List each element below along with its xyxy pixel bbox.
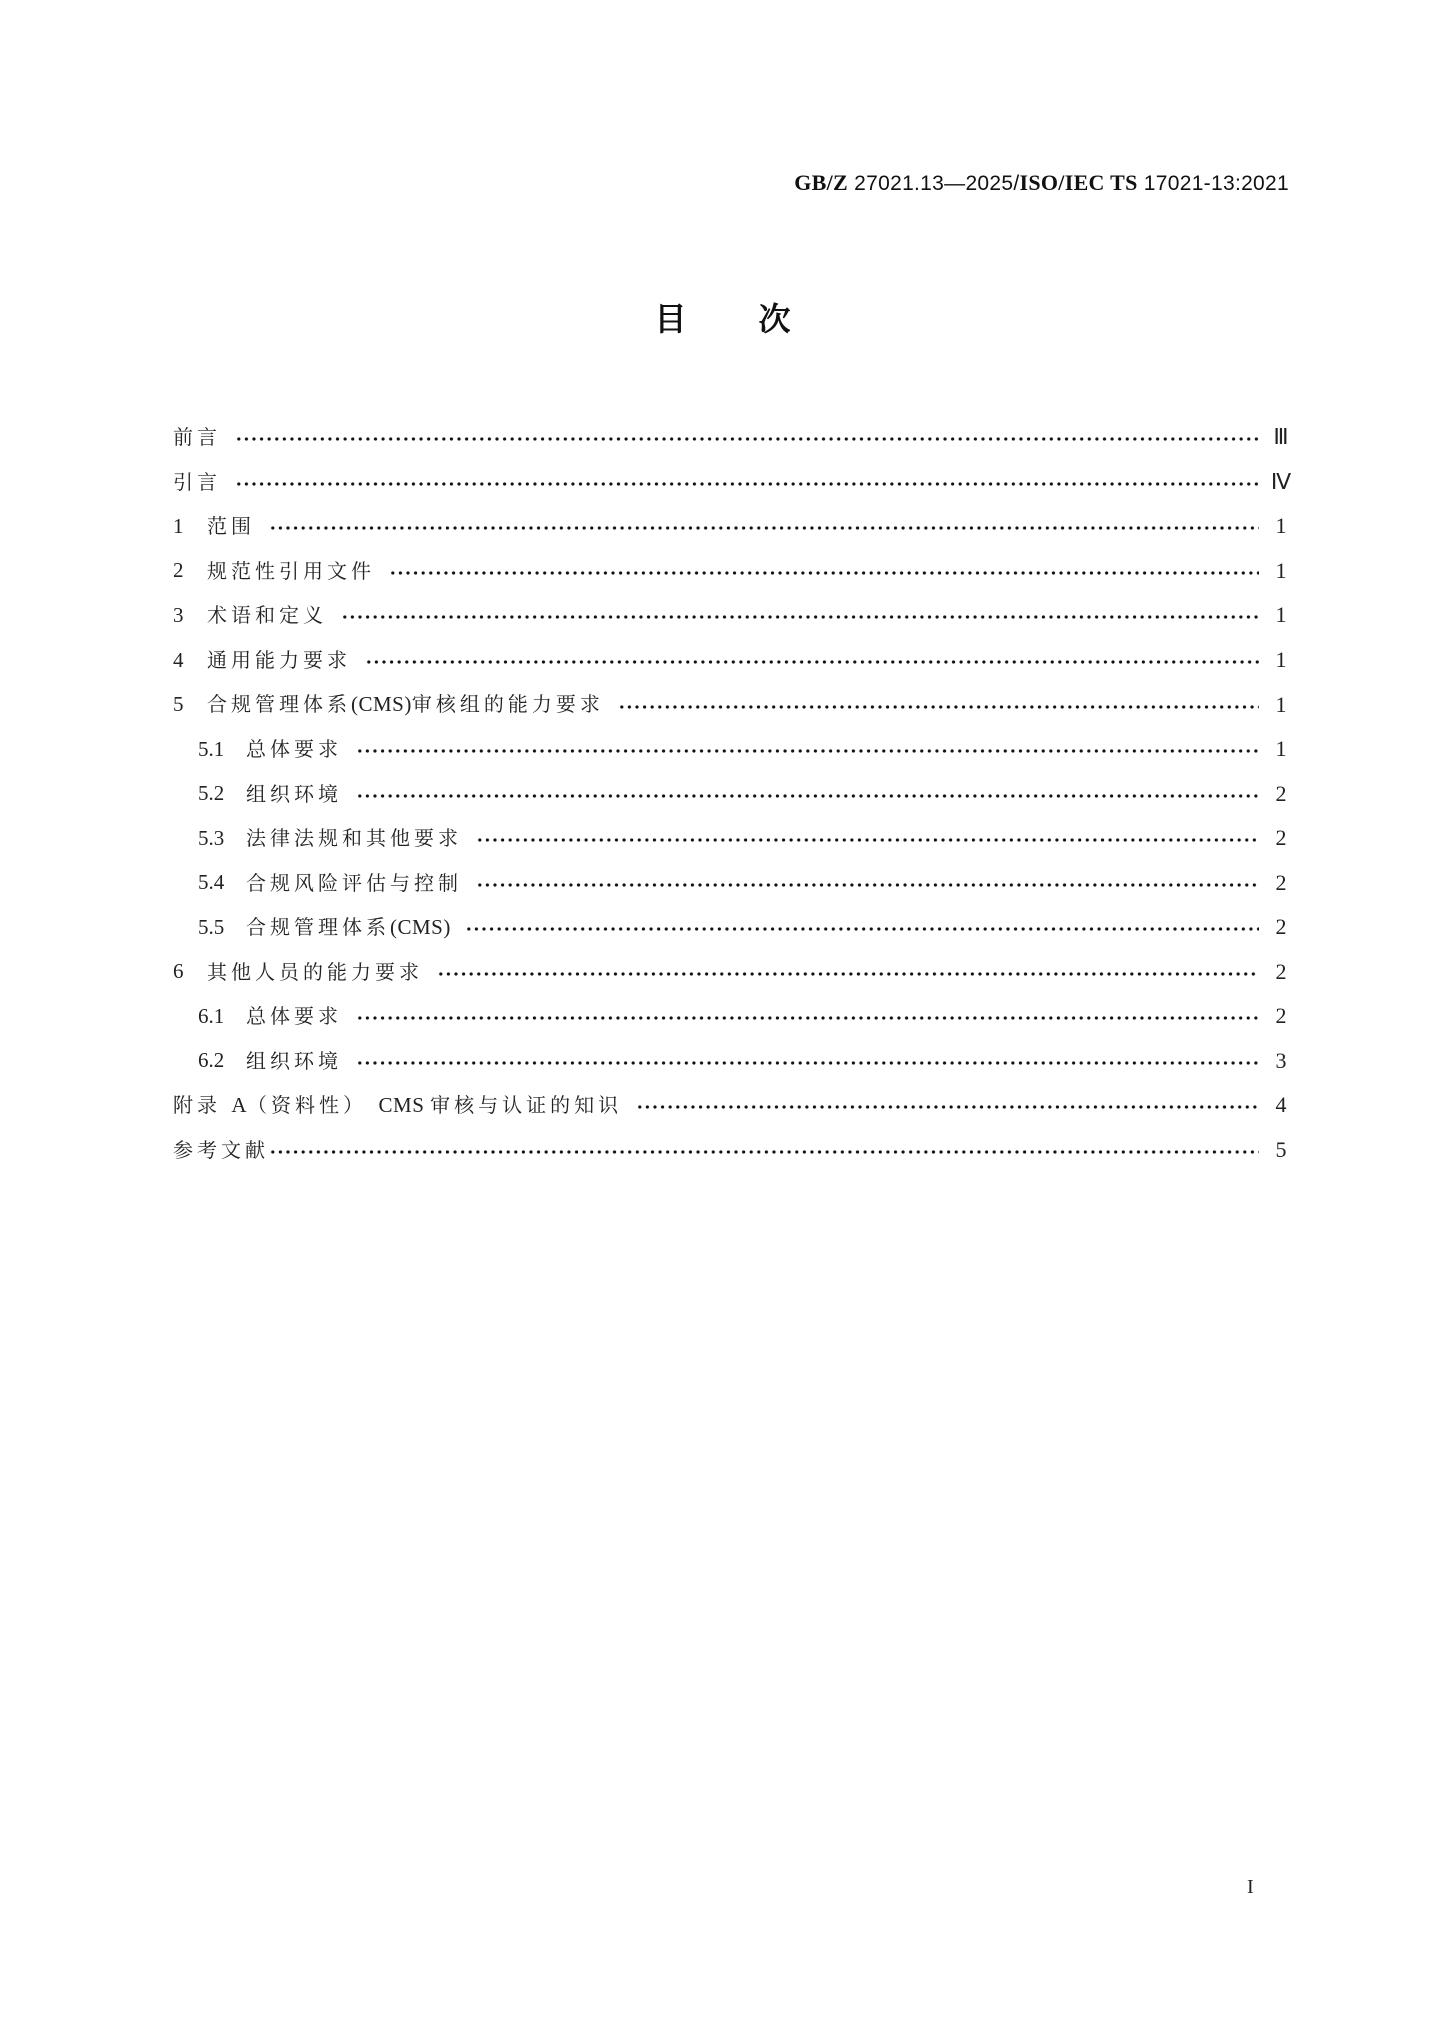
- label-part: （资料性）: [247, 1092, 368, 1117]
- toc-entry-label: [246, 914, 451, 939]
- toc-entry-annex-a[interactable]: [173, 1083, 1293, 1128]
- toc-entry-5-2[interactable]: [173, 771, 1293, 816]
- toc-entry-number: 5.3: [198, 825, 225, 850]
- toc-entry-page: 2: [1275, 825, 1287, 851]
- toc-entry-number: 5.1: [198, 736, 225, 761]
- toc-entry-introduction[interactable]: [173, 460, 1293, 505]
- dot-leader: [476, 882, 1259, 888]
- toc-entry-number: 5: [173, 692, 184, 717]
- standard-code-iso: ISO/IEC TS: [1019, 170, 1138, 195]
- dot-leader: [269, 525, 1259, 531]
- label-part: 合规管理体系: [246, 914, 390, 939]
- toc-entry-number: 5.5: [198, 914, 225, 939]
- toc-entry-label: 规范性引用文件: [207, 558, 375, 583]
- label-abbrev: (CMS): [390, 914, 451, 939]
- toc-entry-6-2[interactable]: [173, 1039, 1293, 1084]
- toc-entry-label: 术语和定义: [207, 603, 327, 628]
- standard-code-header: [794, 170, 1289, 196]
- label-part: 附录: [173, 1092, 232, 1117]
- toc-entry-page: 3: [1275, 1047, 1287, 1073]
- toc-entry-page: 1: [1275, 647, 1287, 672]
- toc-entry-4[interactable]: [173, 638, 1293, 683]
- dot-leader: [636, 1104, 1259, 1110]
- toc-entry-number: 3: [173, 602, 184, 627]
- toc-entry-number: 6: [173, 959, 184, 984]
- toc-entry-page: Ⅲ: [1273, 424, 1289, 450]
- toc-entry-2[interactable]: [173, 549, 1293, 594]
- page-title: [0, 294, 1445, 340]
- toc-entry-page: 2: [1275, 780, 1287, 806]
- toc-entry-label: 范围: [207, 514, 255, 539]
- toc-entry-label: 引言: [173, 469, 221, 494]
- title-char-1: 目: [654, 300, 687, 338]
- label-part: 审核与认证的知识: [430, 1092, 623, 1117]
- standard-code-prefix: GB/Z: [794, 170, 849, 195]
- toc-entry-6-1[interactable]: [173, 994, 1293, 1039]
- standard-code-middle: 27021.13—2025/: [848, 172, 1020, 195]
- toc-entry-page: 1: [1275, 557, 1287, 583]
- toc-entry-label: [173, 1092, 623, 1117]
- dot-leader: [235, 481, 1259, 487]
- dot-leader: [356, 1060, 1259, 1066]
- toc-entry-page: 1: [1275, 602, 1287, 628]
- toc-entry-6[interactable]: [173, 950, 1293, 995]
- table-of-contents: [173, 415, 1293, 1172]
- toc-entry-page: 5: [1275, 1137, 1287, 1163]
- toc-entry-page: 1: [1275, 736, 1287, 762]
- toc-entry-foreword[interactable]: [173, 415, 1293, 460]
- toc-entry-page: 1: [1275, 691, 1287, 717]
- dot-leader: [356, 1015, 1259, 1021]
- toc-entry-label: 总体要求: [246, 1004, 342, 1029]
- toc-entry-label: [207, 694, 604, 715]
- dot-leader: [465, 926, 1259, 932]
- toc-entry-5-5[interactable]: [173, 905, 1293, 950]
- label-part: 合规管理体系: [207, 692, 351, 717]
- toc-entry-number: 6.1: [198, 1003, 225, 1028]
- toc-entry-5-4[interactable]: [173, 860, 1293, 905]
- toc-entry-1[interactable]: [173, 504, 1293, 549]
- toc-entry-number: 4: [173, 647, 184, 672]
- toc-entry-5-1[interactable]: [173, 727, 1293, 772]
- toc-entry-label: 组织环境: [246, 1048, 342, 1073]
- dot-leader: [341, 614, 1259, 620]
- dot-leader: [235, 436, 1259, 442]
- dot-leader: [476, 837, 1259, 843]
- toc-entry-number: 5.4: [198, 870, 225, 895]
- toc-entry-5-3[interactable]: [173, 816, 1293, 861]
- label-abbrev: (CMS): [351, 692, 412, 717]
- standard-code-suffix: 17021-13:2021: [1137, 172, 1289, 195]
- toc-entry-label: 其他人员的能力要求: [207, 959, 423, 984]
- label-annex-letter: A: [231, 1092, 248, 1117]
- toc-entry-label: 总体要求: [246, 737, 342, 762]
- dot-leader: [365, 659, 1259, 665]
- label-part: 审核组的能力要求: [411, 692, 604, 717]
- toc-entry-label: 合规风险评估与控制: [246, 870, 462, 895]
- toc-entry-bibliography[interactable]: [173, 1128, 1293, 1173]
- toc-entry-page: 2: [1275, 914, 1287, 940]
- title-char-2: 次: [758, 300, 791, 338]
- toc-entry-label: 通用能力要求: [207, 648, 351, 672]
- toc-entry-label: 组织环境: [246, 781, 342, 806]
- toc-entry-number: 1: [173, 513, 184, 538]
- toc-entry-number: 6.2: [198, 1048, 225, 1073]
- dot-leader: [618, 704, 1259, 710]
- page-number: I: [1247, 1876, 1254, 1898]
- toc-entry-label: 参考文献: [173, 1138, 269, 1163]
- toc-entry-label: 法律法规和其他要求: [246, 826, 462, 851]
- dot-leader: [437, 971, 1259, 977]
- toc-entry-3[interactable]: [173, 593, 1293, 638]
- toc-entry-page: 2: [1275, 1003, 1287, 1029]
- toc-entry-label: 前言: [173, 425, 221, 450]
- label-abbrev: CMS: [367, 1092, 431, 1117]
- toc-entry-number: 5.2: [198, 781, 225, 806]
- toc-entry-page: 2: [1275, 869, 1287, 895]
- dot-leader: [356, 748, 1259, 754]
- toc-entry-page: 4: [1275, 1092, 1287, 1118]
- toc-entry-page: Ⅳ: [1270, 468, 1292, 494]
- toc-entry-page: 2: [1275, 958, 1287, 984]
- toc-entry-5[interactable]: [173, 682, 1293, 727]
- dot-leader: [356, 793, 1259, 799]
- dot-leader: [389, 570, 1259, 576]
- toc-entry-number: 2: [173, 558, 184, 583]
- toc-entry-page: 1: [1275, 513, 1287, 539]
- dot-leader: [269, 1149, 1259, 1155]
